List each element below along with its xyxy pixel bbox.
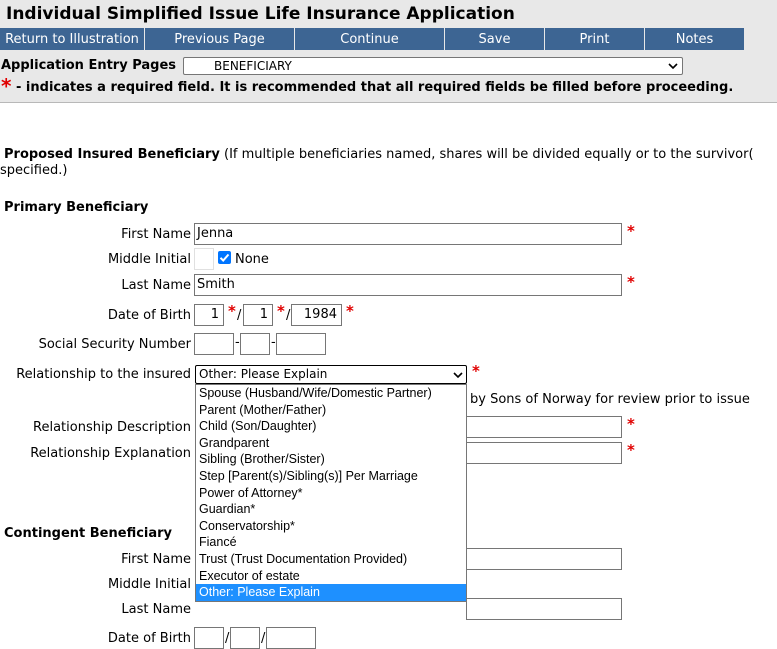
ssn-part3-input[interactable]	[276, 333, 326, 355]
ssn-part1-input[interactable]	[194, 333, 234, 355]
relationship-option[interactable]: Step [Parent(s)/Sibling(s)] Per Marriage	[199, 468, 418, 483]
date-separator: /	[237, 308, 242, 323]
relationship-option[interactable]: Power of Attorney*	[199, 485, 303, 500]
section-header	[4, 146, 777, 163]
contingent-beneficiary-heading: Contingent Beneficiary	[4, 526, 173, 541]
none-checkbox[interactable]	[218, 251, 231, 264]
middle-initial-label: Middle Initial	[107, 252, 191, 267]
none-label: None	[235, 252, 269, 267]
relationship-option[interactable]: Sibling (Brother/Sister)	[199, 452, 325, 467]
relationship-option[interactable]: Executor of estate	[199, 568, 300, 583]
ssn-part2-input[interactable]	[240, 333, 270, 355]
relationship-option[interactable]: Fiancé	[199, 535, 237, 550]
review-note: by Sons of Norway for review prior to issue	[470, 392, 750, 407]
relationship-label: Relationship to the insured	[16, 367, 191, 382]
required-star: *	[277, 302, 285, 320]
required-star: *	[627, 415, 635, 433]
contingent-first-name-input[interactable]	[466, 548, 622, 570]
relationship-select[interactable]	[195, 365, 467, 384]
ssn-separator: -	[235, 335, 240, 350]
date-separator: /	[261, 631, 266, 646]
required-star: *	[627, 222, 635, 240]
return-to-illustration-button[interactable]: Return to Illustration	[0, 28, 145, 50]
entry-pages-label: Application Entry Pages	[1, 58, 177, 73]
first-name-input[interactable]: Jenna	[194, 223, 622, 245]
last-name-input[interactable]: Smith	[194, 274, 622, 296]
relationship-option[interactable]: Other: Please Explain	[196, 584, 466, 601]
ssn-label: Social Security Number	[38, 337, 191, 352]
dob-label: Date of Birth	[107, 308, 191, 323]
contingent-first-name-label: First Name	[121, 552, 191, 567]
dob-year-input[interactable]: 1984	[291, 304, 342, 326]
entry-pages-select[interactable]	[183, 57, 683, 75]
contingent-dob-label: Date of Birth	[107, 631, 191, 646]
contingent-dob-day-input[interactable]	[230, 627, 260, 649]
relationship-option[interactable]: Conservatorship*	[199, 518, 295, 533]
required-star: *	[228, 302, 236, 320]
section-title: Proposed Insured Beneficiary	[4, 147, 220, 162]
relationship-explanation-label: Relationship Explanation	[30, 446, 191, 461]
save-button[interactable]: Save	[445, 28, 545, 50]
relationship-option[interactable]: Trust (Trust Documentation Provided)	[199, 551, 408, 566]
dob-day-input[interactable]: 1	[243, 304, 273, 326]
contingent-last-name-input[interactable]	[466, 598, 622, 620]
relationship-option[interactable]: Parent (Mother/Father)	[199, 402, 327, 417]
contingent-dob-month-input[interactable]	[194, 627, 224, 649]
previous-page-button[interactable]: Previous Page	[145, 28, 295, 50]
entry-pages-value: BENEFICIARY	[214, 59, 292, 73]
relationship-option[interactable]: Guardian*	[199, 502, 256, 517]
contingent-dob-year-input[interactable]	[266, 627, 316, 649]
required-star: *	[627, 273, 635, 291]
chevron-down-icon	[668, 61, 678, 71]
middle-initial-input[interactable]	[194, 248, 214, 270]
section-note: (If multiple beneficiaries named, shares will be divided equally or to the survivor(	[219, 147, 754, 162]
relationship-value: Other: Please Explain	[199, 367, 328, 381]
chevron-down-icon	[453, 370, 463, 380]
primary-beneficiary-heading: Primary Beneficiary	[4, 200, 149, 215]
print-button[interactable]: Print	[545, 28, 645, 50]
continue-button[interactable]: Continue	[295, 28, 445, 50]
required-star-icon: *	[1, 74, 12, 98]
ssn-separator: -	[271, 335, 276, 350]
relationship-option[interactable]: Spouse (Husband/Wife/Domestic Partner)	[199, 386, 432, 400]
relationship-dropdown-list[interactable]	[195, 384, 467, 602]
date-separator: /	[286, 308, 291, 323]
section-note-continued: specified.)	[0, 163, 68, 178]
relationship-option[interactable]: Child (Son/Daughter)	[199, 419, 317, 434]
dob-month-input[interactable]: 1	[194, 304, 224, 326]
required-star: *	[472, 362, 480, 380]
first-name-label: First Name	[121, 227, 191, 242]
page-title: Individual Simplified Issue Life Insurance Application	[6, 4, 515, 24]
notes-button[interactable]: Notes	[645, 28, 745, 50]
contingent-last-name-label: Last Name	[121, 602, 191, 617]
date-separator: /	[225, 631, 230, 646]
last-name-label: Last Name	[121, 278, 191, 293]
required-star: *	[627, 441, 635, 459]
contingent-middle-initial-label: Middle Initial	[107, 577, 191, 592]
relationship-option[interactable]: Grandparent	[199, 435, 270, 450]
relationship-description-input[interactable]	[466, 416, 622, 438]
relationship-description-label: Relationship Description	[33, 420, 191, 435]
required-star: *	[346, 302, 354, 320]
relationship-explanation-input[interactable]	[466, 442, 622, 464]
checkmark-icon	[218, 251, 231, 264]
required-field-note: - indicates a required field. It is recommended that all required fields be filled before proceeding.	[16, 80, 734, 95]
app-header	[0, 0, 777, 103]
